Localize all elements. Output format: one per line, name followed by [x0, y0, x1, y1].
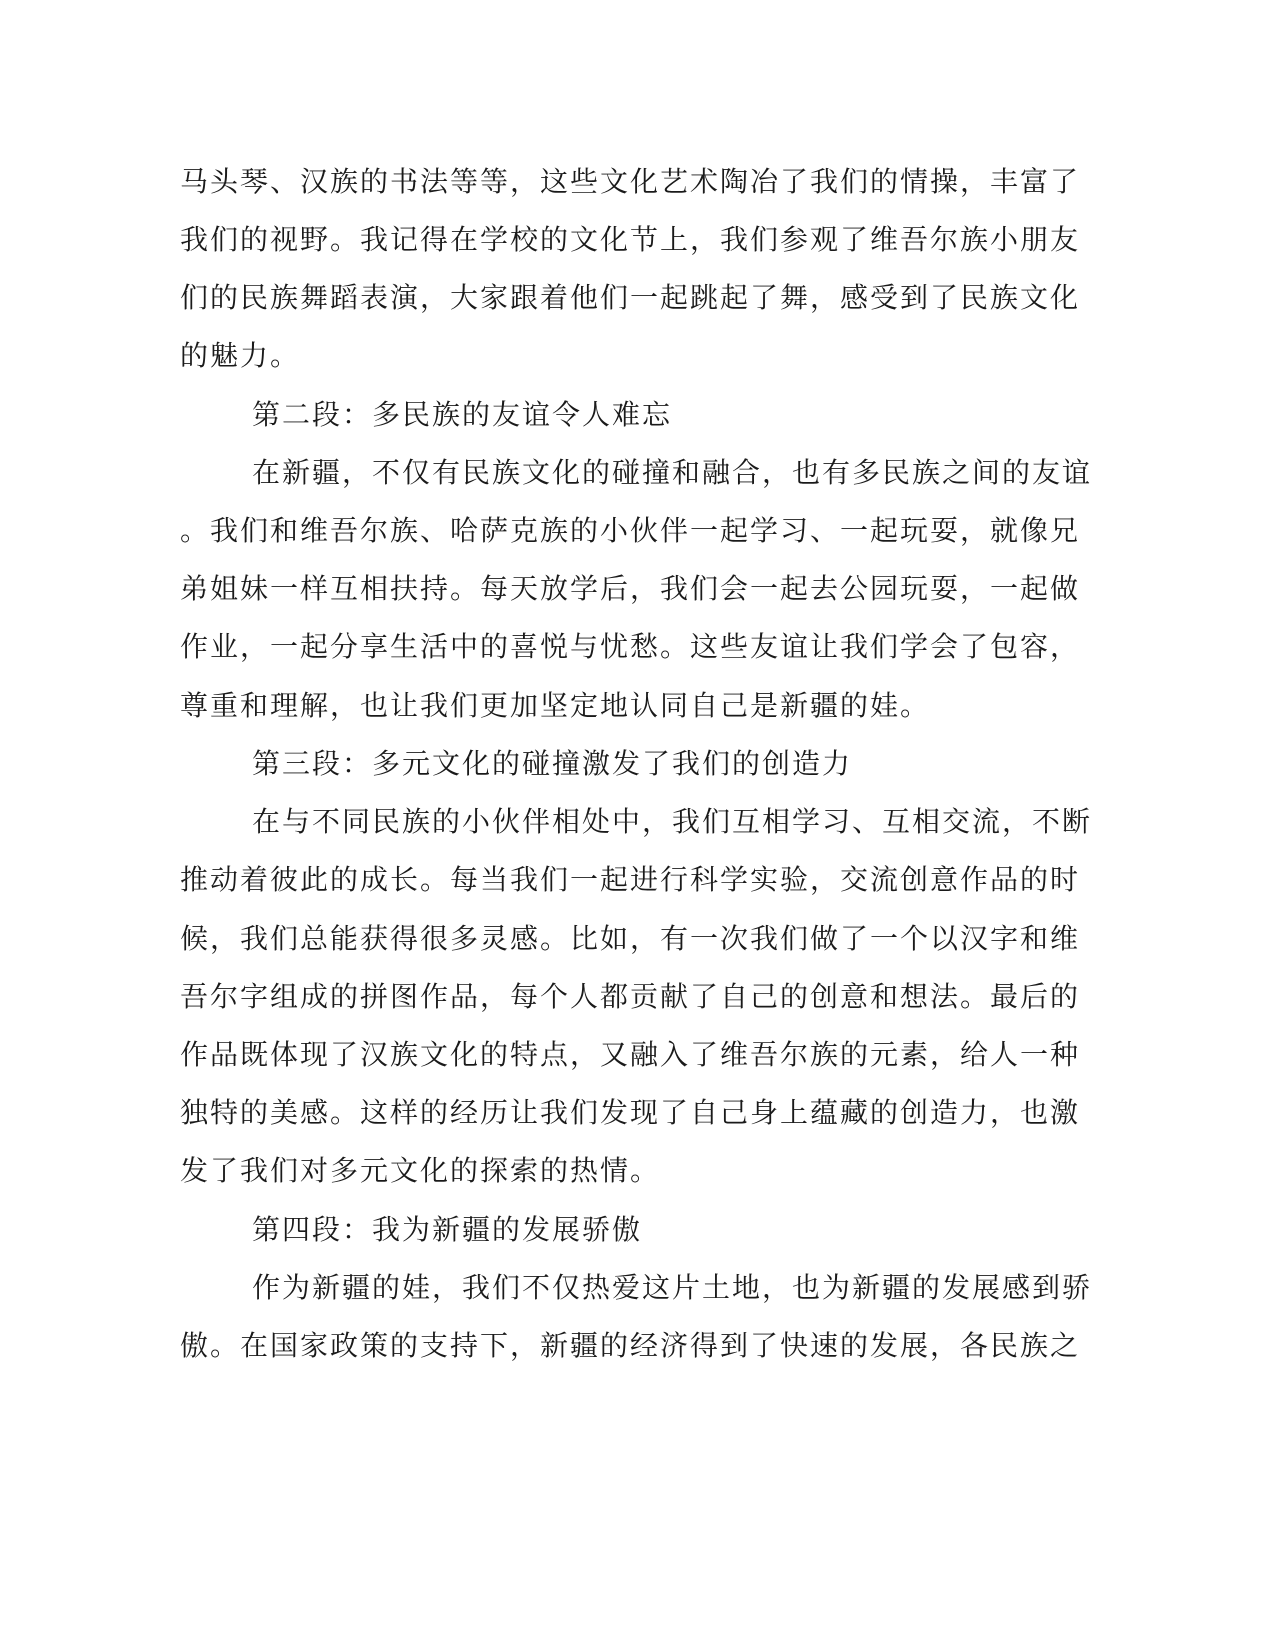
text-line: 尊重和理解，也让我们更加坚定地认同自己是新疆的娃。 — [180, 689, 931, 722]
text-line: 我们的视野。我记得在学校的文化节上，我们参观了维吾尔族小朋友 — [180, 223, 1081, 256]
text-line: 在与不同民族的小伙伴相处中，我们互相学习、互相交流，不断 — [252, 805, 1093, 838]
section-heading-2: 第二段：多民族的友谊令人难忘 — [252, 398, 673, 431]
text-line: 马头琴、汉族的书法等等，这些文化艺术陶冶了我们的情操，丰富了 — [180, 165, 1081, 198]
text-line: 。我们和维吾尔族、哈萨克族的小伙伴一起学习、一起玩耍，就像兄 — [180, 514, 1081, 547]
text-line: 的魅力。 — [180, 339, 301, 372]
text-line: 作为新疆的娃，我们不仅热爱这片土地，也为新疆的发展感到骄 — [252, 1271, 1093, 1304]
text-line: 吾尔字组成的拼图作品，每个人都贡献了自己的创意和想法。最后的 — [180, 980, 1081, 1013]
text-line: 们的民族舞蹈表演，大家跟着他们一起跳起了舞，感受到了民族文化 — [180, 281, 1081, 314]
text-line: 发了我们对多元文化的探索的热情。 — [180, 1154, 661, 1187]
section-heading-3: 第三段：多元文化的碰撞激发了我们的创造力 — [252, 747, 853, 780]
text-line: 弟姐妹一样互相扶持。每天放学后，我们会一起去公园玩耍，一起做 — [180, 572, 1081, 605]
text-line: 在新疆，不仅有民族文化的碰撞和融合，也有多民族之间的友谊 — [252, 456, 1093, 489]
text-line: 作业，一起分享生活中的喜悦与忧愁。这些友谊让我们学会了包容， — [180, 630, 1081, 663]
text-line: 推动着彼此的成长。每当我们一起进行科学实验，交流创意作品的时 — [180, 863, 1081, 896]
text-line: 傲。在国家政策的支持下，新疆的经济得到了快速的发展，各民族之 — [180, 1329, 1081, 1362]
section-heading-4: 第四段：我为新疆的发展骄傲 — [252, 1213, 643, 1246]
text-line: 独特的美感。这样的经历让我们发现了自己身上蕴藏的创造力，也激 — [180, 1096, 1081, 1129]
text-line: 作品既体现了汉族文化的特点，又融入了维吾尔族的元素，给人一种 — [180, 1038, 1081, 1071]
text-line: 候，我们总能获得很多灵感。比如，有一次我们做了一个以汉字和维 — [180, 922, 1081, 955]
